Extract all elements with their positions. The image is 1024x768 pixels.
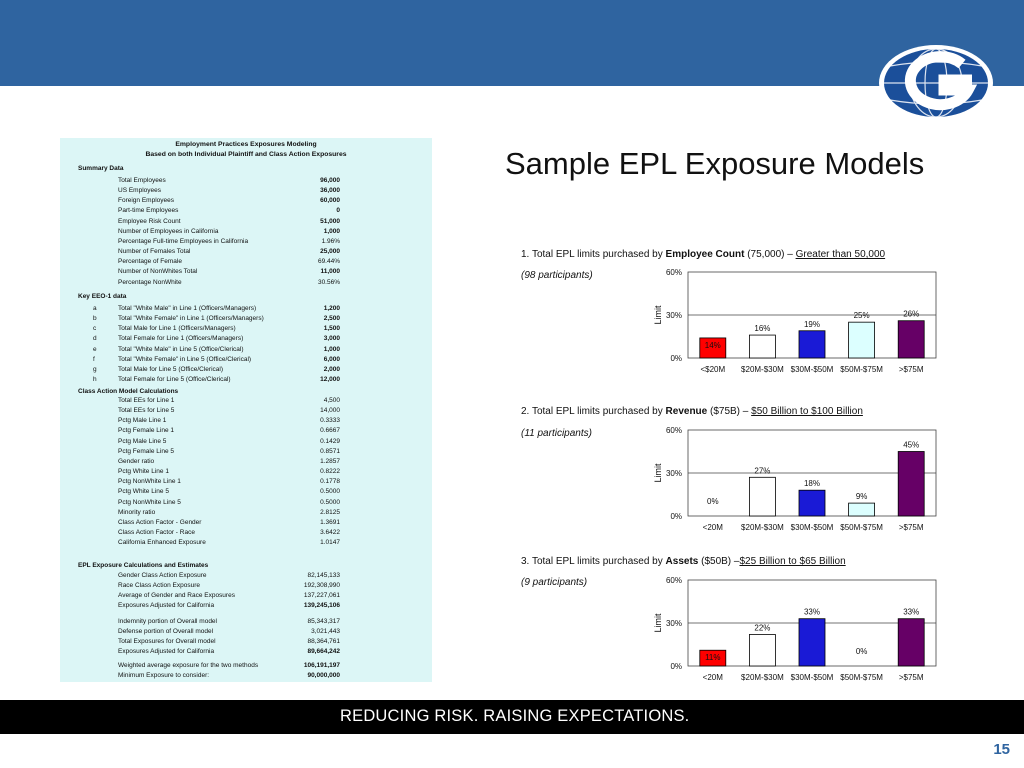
table-row	[60, 529, 432, 539]
section-heading: Summary Data	[78, 165, 124, 172]
spreadsheet-panel	[60, 138, 432, 682]
row-value: 137,227,061	[303, 592, 340, 600]
table-row	[60, 279, 432, 289]
row-value: 0.6667	[320, 427, 340, 435]
table-row	[60, 218, 432, 228]
x-tick-label: $20M-$30M	[741, 523, 784, 532]
chart-caption	[521, 406, 863, 417]
row-label: Total Female for Line 1 (Officers/Managers)	[118, 335, 244, 343]
row-label: Total EEs for Line 1	[118, 397, 175, 404]
x-tick-label: $50M-$75M	[840, 365, 883, 374]
row-value: 6,000	[323, 355, 340, 363]
x-tick-label: $30M-$50M	[790, 523, 834, 532]
bar	[749, 477, 775, 516]
row-value: 2.8125	[320, 508, 340, 516]
bar	[749, 335, 775, 358]
row-value: 1,000	[323, 227, 340, 235]
row-label: Class Action Factor - Race	[118, 528, 195, 536]
table-row	[60, 177, 432, 187]
chart-participants: (11 participants)	[521, 428, 592, 439]
row-label: Total EEs for Line 5	[118, 407, 175, 415]
bar-chart	[648, 572, 948, 692]
page-number: 15	[993, 741, 1010, 758]
row-value: 1.0147	[320, 539, 340, 547]
x-tick-label: $30M-$50M	[790, 673, 834, 682]
bar	[898, 452, 924, 517]
row-label: Total "White Male" in Line 1 (Officers/Managers)	[118, 305, 257, 312]
row-label: Pctg NonWhite Line 1	[118, 478, 181, 486]
table-row	[60, 335, 432, 345]
caption-text: ($75B) –	[707, 406, 752, 417]
row-letter: d	[93, 335, 97, 343]
data-label: 45%	[903, 440, 920, 450]
table-row	[60, 628, 432, 638]
row-label: Defense portion of Overall model	[118, 627, 214, 635]
table-row	[60, 427, 432, 437]
row-value: 0.3333	[320, 417, 340, 425]
row-value: 60,000	[320, 197, 340, 205]
data-label: 33%	[903, 607, 920, 617]
section-heading: Class Action Model Calculations	[78, 388, 179, 395]
table-row	[60, 572, 432, 582]
data-label: 0%	[707, 497, 719, 506]
row-value: 96,000	[320, 177, 340, 184]
table-row	[60, 187, 432, 197]
table-row	[60, 346, 432, 356]
y-tick-label: 0%	[670, 662, 682, 671]
row-label: Minority ratio	[118, 508, 156, 516]
table-row	[60, 228, 432, 238]
row-label: Gender ratio	[118, 457, 155, 465]
x-tick-label: <20M	[702, 523, 723, 532]
row-value: 192,308,990	[303, 582, 340, 590]
row-label: Pctg Male Line 5	[118, 437, 167, 445]
table-row	[60, 325, 432, 335]
row-label: Total Exposures for Overall model	[118, 637, 216, 645]
caption-metric: Employee Count	[665, 249, 745, 260]
row-letter: f	[93, 355, 95, 363]
table-row	[60, 438, 432, 448]
y-axis-label: Limit	[653, 305, 663, 325]
bar	[799, 331, 825, 358]
row-label: Pctg Female Line 5	[118, 447, 175, 455]
tagline: REDUCING RISK. RAISING EXPECTATIONS.	[340, 707, 690, 725]
data-label: 25%	[853, 311, 870, 321]
bar-chart	[648, 422, 948, 542]
row-label: Pctg Male Line 1	[118, 417, 167, 425]
table-row	[60, 417, 432, 427]
caption-range: Greater than 50,000	[795, 249, 886, 260]
chart-participants: (98 participants)	[521, 270, 593, 281]
x-tick-label: $50M-$75M	[840, 673, 883, 682]
table-row	[60, 519, 432, 529]
y-axis-label: Limit	[653, 613, 663, 633]
data-label: 18%	[803, 479, 821, 489]
table-row	[60, 376, 432, 386]
row-label: Number of Employees in California	[118, 227, 219, 235]
x-tick-label: $30M-$50M	[790, 365, 834, 374]
row-label: Indemnity portion of Overall model	[118, 617, 217, 625]
y-tick-label: 0%	[670, 354, 682, 363]
bar	[898, 619, 924, 666]
row-value: 88,364,761	[307, 637, 340, 645]
bar	[898, 321, 924, 358]
table-row	[60, 207, 432, 217]
data-label: 9%	[855, 492, 868, 502]
table-row	[60, 592, 432, 602]
table-row	[60, 618, 432, 628]
row-value: 0.8571	[320, 447, 340, 455]
row-value: 3.6422	[320, 528, 340, 536]
x-tick-label: $50M-$75M	[840, 523, 883, 532]
row-value: 1,500	[323, 325, 340, 333]
table-row	[60, 672, 432, 682]
y-tick-label: 30%	[665, 311, 682, 320]
table-row	[60, 458, 432, 468]
table-row	[60, 258, 432, 268]
row-value: 0.8222	[320, 468, 340, 476]
row-letter: g	[93, 365, 97, 373]
row-value: 85,343,317	[307, 617, 340, 625]
row-letter: e	[93, 345, 97, 353]
data-label: 16%	[754, 324, 771, 334]
table-row	[60, 478, 432, 488]
data-label: 33%	[803, 607, 821, 617]
row-label: Average of Gender and Race Exposures	[118, 592, 235, 600]
data-label: 19%	[803, 319, 821, 329]
row-value: 3,021,443	[311, 627, 340, 635]
table-row	[60, 638, 432, 648]
table-row	[60, 499, 432, 509]
row-value: 0	[336, 207, 340, 215]
row-letter: c	[93, 325, 97, 333]
row-label: Employee Risk Count	[118, 217, 181, 225]
y-tick-label: 30%	[665, 469, 682, 478]
bar	[799, 619, 825, 666]
table-row	[60, 366, 432, 376]
table-row	[60, 662, 432, 672]
row-letter: b	[93, 315, 97, 323]
row-value: 2,500	[323, 315, 340, 323]
row-label: Pctg White Line 1	[118, 468, 169, 476]
row-value: 3,000	[323, 335, 340, 343]
row-value: 82,145,133	[307, 572, 340, 579]
row-label: Part-time Employees	[118, 207, 179, 215]
row-letter: h	[93, 376, 97, 384]
bar	[849, 503, 875, 516]
row-label: Total Female for Line 5 (Office/Clerical)	[118, 376, 231, 384]
row-label: Weighted average exposure for the two methods	[118, 662, 259, 670]
caption-text: 1. Total EPL limits purchased by	[521, 249, 666, 260]
chart-caption	[521, 249, 885, 260]
row-label: Percentage Full-time Employees in California	[118, 237, 249, 245]
table-row	[60, 397, 432, 407]
table-row	[60, 356, 432, 366]
row-label: Exposures Adjusted for California	[118, 648, 215, 656]
table-row	[60, 539, 432, 549]
row-value: 51,000	[320, 217, 340, 225]
table-row	[60, 602, 432, 612]
row-value: 1,000	[323, 345, 340, 353]
table-row	[60, 648, 432, 658]
bar	[799, 490, 825, 516]
row-value: 69.44%	[317, 258, 340, 266]
caption-range: $50 Billion to $100 Billion	[751, 406, 863, 417]
row-value: 1.96%	[321, 237, 340, 245]
caption-text: (75,000) –	[744, 249, 796, 260]
row-label: Number of NonWhites Total	[118, 268, 198, 276]
row-value: 89,664,242	[307, 648, 340, 656]
row-label: Total "White Female" in Line 1 (Officers/Managers)	[118, 315, 264, 323]
row-value: 30.56%	[317, 278, 340, 286]
row-label: California Enhanced Exposure	[118, 539, 206, 547]
row-label: Total "White Female" in Line 5 (Office/Clerical)	[118, 355, 252, 363]
row-label: Race Class Action Exposure	[118, 582, 201, 590]
table-row	[60, 268, 432, 278]
table-row	[60, 582, 432, 592]
row-label: Foreign Employees	[118, 197, 174, 205]
row-value: 1.3691	[320, 518, 340, 526]
table-row	[60, 197, 432, 207]
header-band	[0, 0, 1024, 86]
row-label: Number of Females Total	[118, 248, 191, 256]
table-row	[60, 468, 432, 478]
x-tick-label: $20M-$30M	[741, 365, 784, 374]
row-value: 4,500	[323, 397, 340, 404]
table-row	[60, 315, 432, 325]
bar	[749, 634, 775, 666]
data-label: 26%	[903, 309, 920, 319]
data-label: 27%	[754, 466, 771, 476]
row-value: 0.1778	[320, 478, 340, 486]
row-label: US Employees	[118, 187, 161, 195]
row-label: Pctg Female Line 1	[118, 427, 175, 435]
row-value: 139,245,106	[303, 602, 340, 610]
chart-participants: (9 participants)	[521, 577, 588, 588]
y-tick-label: 60%	[665, 426, 682, 435]
caption-range: $25 Billion to $65 Billion	[739, 556, 846, 567]
row-label: Percentage NonWhite	[118, 278, 182, 286]
x-tick-label: <$20M	[700, 365, 726, 374]
caption-metric: Revenue	[665, 406, 708, 417]
row-value: 12,000	[320, 376, 340, 384]
table-row	[60, 248, 432, 258]
row-label: Total Employees	[118, 177, 166, 184]
row-label: Pctg White Line 5	[118, 488, 169, 496]
row-value: 2,000	[323, 365, 340, 373]
section-heading: Key EEO-1 data	[78, 293, 127, 300]
row-value: 0.5000	[320, 488, 340, 496]
row-label: Minimum Exposure to consider:	[118, 672, 210, 680]
caption-text: 3. Total EPL limits purchased by	[521, 556, 666, 567]
row-label: Total Male for Line 5 (Office/Clerical)	[118, 365, 224, 373]
row-value: 0.1429	[320, 437, 340, 445]
caption-text: ($50B) –	[698, 556, 740, 567]
slide-title: Sample EPL Exposure Models	[505, 146, 925, 181]
chart-caption	[521, 556, 846, 567]
data-label: 14%	[704, 340, 721, 350]
row-value: 11,000	[320, 268, 340, 276]
row-value: 1,200	[323, 305, 340, 312]
table-row	[60, 448, 432, 458]
company-logo-icon	[878, 44, 998, 122]
data-label: 0%	[855, 647, 868, 656]
row-label: Pctg NonWhite Line 5	[118, 498, 181, 506]
row-value: 1.2857	[320, 457, 340, 465]
y-tick-label: 60%	[665, 576, 682, 585]
spreadsheet-title: Employment Practices Exposures Modeling	[175, 141, 317, 148]
bar	[849, 322, 875, 358]
table-row	[60, 305, 432, 315]
row-letter: a	[93, 305, 97, 312]
row-label: Exposures Adjusted for California	[118, 602, 215, 610]
x-tick-label: >$75M	[898, 523, 924, 532]
row-value: 0.5000	[320, 498, 340, 506]
row-label: Total "White Male" in Line 5 (Office/Clerical)	[118, 345, 244, 353]
data-label: 22%	[754, 623, 771, 633]
x-tick-label: >$75M	[898, 365, 924, 374]
row-value: 106,191,197	[303, 662, 340, 670]
x-tick-label: >$75M	[898, 673, 924, 682]
table-row	[60, 509, 432, 519]
caption-metric: Assets	[665, 556, 699, 567]
row-label: Gender Class Action Exposure	[118, 572, 207, 579]
table-row	[60, 407, 432, 417]
row-label: Class Action Factor - Gender	[118, 518, 202, 526]
row-value: 25,000	[320, 248, 340, 256]
caption-text: 2. Total EPL limits purchased by	[521, 406, 666, 417]
row-value: 36,000	[320, 187, 340, 195]
table-row	[60, 488, 432, 498]
section-heading: EPL Exposure Calculations and Estimates	[78, 562, 209, 569]
y-axis-label: Limit	[653, 463, 663, 483]
x-tick-label: <20M	[702, 673, 723, 682]
row-value: 90,000,000	[307, 672, 340, 680]
row-label: Percentage of Female	[118, 258, 182, 266]
y-tick-label: 0%	[670, 512, 682, 521]
y-tick-label: 60%	[665, 268, 682, 277]
bar-chart	[648, 264, 948, 384]
y-tick-label: 30%	[665, 619, 682, 628]
row-label: Total Male for Line 1 (Officers/Managers)	[118, 325, 236, 333]
row-value: 14,000	[320, 407, 340, 415]
table-row	[60, 238, 432, 248]
data-label: 11%	[705, 653, 721, 663]
x-tick-label: $20M-$30M	[741, 673, 784, 682]
spreadsheet-subtitle: Based on both Individual Plaintiff and Class Action Exposures	[145, 151, 347, 158]
